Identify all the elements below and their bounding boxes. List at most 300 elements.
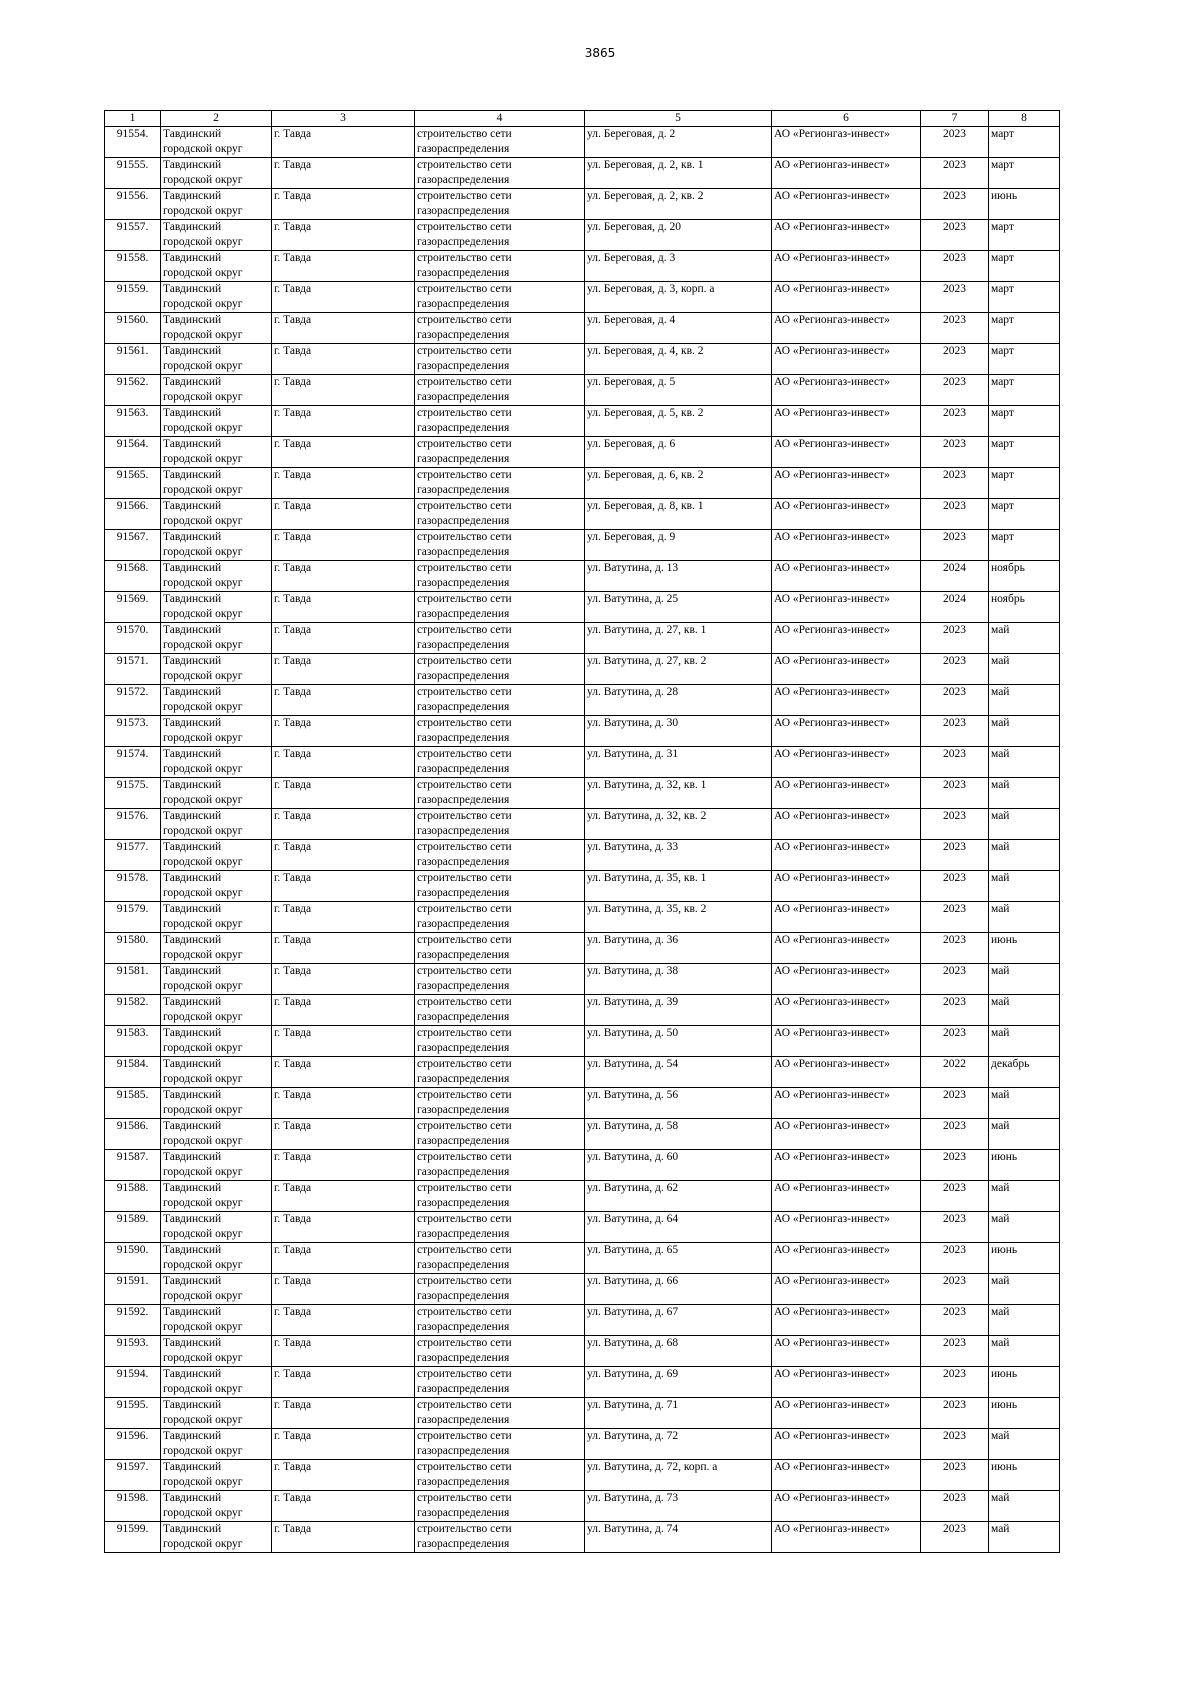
year-cell: 2023 <box>921 685 989 716</box>
table-row <box>105 1398 1060 1429</box>
column-header: 5 <box>585 111 772 127</box>
organization-cell: АО «Регионгаз-инвест» <box>772 1243 921 1274</box>
organization-cell: АО «Регионгаз-инвест» <box>772 313 921 344</box>
organization-cell: АО «Регионгаз-инвест» <box>772 282 921 313</box>
settlement-cell: г. Тавда <box>272 623 415 654</box>
municipality-cell: Тавдинский городской округ <box>161 654 272 685</box>
month-cell: март <box>989 251 1060 282</box>
organization-cell: АО «Регионгаз-инвест» <box>772 220 921 251</box>
settlement-cell: г. Тавда <box>272 1119 415 1150</box>
address-cell: ул. Береговая, д. 6 <box>585 437 772 468</box>
work-type-cell: строительство сети газораспределения <box>415 685 585 716</box>
work-type-cell: строительство сети газораспределения <box>415 592 585 623</box>
organization-cell: АО «Регионгаз-инвест» <box>772 809 921 840</box>
year-cell: 2023 <box>921 282 989 313</box>
settlement-cell: г. Тавда <box>272 747 415 778</box>
month-cell: май <box>989 1491 1060 1522</box>
year-cell: 2023 <box>921 902 989 933</box>
year-cell: 2023 <box>921 189 989 220</box>
municipality-cell: Тавдинский городской округ <box>161 995 272 1026</box>
municipality-cell: Тавдинский городской округ <box>161 251 272 282</box>
year-cell: 2023 <box>921 1088 989 1119</box>
work-type-cell: строительство сети газораспределения <box>415 1429 585 1460</box>
year-cell: 2023 <box>921 1460 989 1491</box>
table-row <box>105 1026 1060 1057</box>
address-cell: ул. Ватутина, д. 74 <box>585 1522 772 1553</box>
organization-cell: АО «Регионгаз-инвест» <box>772 778 921 809</box>
row-number: 91575. <box>105 778 161 809</box>
work-type-cell: строительство сети газораспределения <box>415 1522 585 1553</box>
municipality-cell: Тавдинский городской округ <box>161 406 272 437</box>
work-type-cell: строительство сети газораспределения <box>415 747 585 778</box>
table-row <box>105 1243 1060 1274</box>
month-cell: май <box>989 685 1060 716</box>
address-cell: ул. Береговая, д. 9 <box>585 530 772 561</box>
page-number: 3865 <box>584 46 616 60</box>
row-number: 91577. <box>105 840 161 871</box>
settlement-cell: г. Тавда <box>272 1429 415 1460</box>
work-type-cell: строительство сети газораспределения <box>415 809 585 840</box>
work-type-cell: строительство сети газораспределения <box>415 902 585 933</box>
address-cell: ул. Ватутина, д. 50 <box>585 1026 772 1057</box>
month-cell: май <box>989 809 1060 840</box>
row-number: 91568. <box>105 561 161 592</box>
organization-cell: АО «Регионгаз-инвест» <box>772 747 921 778</box>
month-cell: март <box>989 344 1060 375</box>
municipality-cell: Тавдинский городской округ <box>161 1150 272 1181</box>
work-type-cell: строительство сети газораспределения <box>415 995 585 1026</box>
settlement-cell: г. Тавда <box>272 282 415 313</box>
row-number: 91599. <box>105 1522 161 1553</box>
municipality-cell: Тавдинский городской округ <box>161 809 272 840</box>
municipality-cell: Тавдинский городской округ <box>161 592 272 623</box>
month-cell: май <box>989 1336 1060 1367</box>
table-row <box>105 1336 1060 1367</box>
table-row <box>105 1305 1060 1336</box>
municipality-cell: Тавдинский городской округ <box>161 716 272 747</box>
address-cell: ул. Береговая, д. 8, кв. 1 <box>585 499 772 530</box>
column-header: 6 <box>772 111 921 127</box>
year-cell: 2023 <box>921 1429 989 1460</box>
organization-cell: АО «Регионгаз-инвест» <box>772 716 921 747</box>
organization-cell: АО «Регионгаз-инвест» <box>772 468 921 499</box>
table-row <box>105 406 1060 437</box>
work-type-cell: строительство сети газораспределения <box>415 1491 585 1522</box>
settlement-cell: г. Тавда <box>272 1491 415 1522</box>
year-cell: 2023 <box>921 344 989 375</box>
address-cell: ул. Ватутина, д. 73 <box>585 1491 772 1522</box>
organization-cell: АО «Регионгаз-инвест» <box>772 933 921 964</box>
row-number: 91582. <box>105 995 161 1026</box>
row-number: 91566. <box>105 499 161 530</box>
row-number: 91564. <box>105 437 161 468</box>
table-row <box>105 189 1060 220</box>
work-type-cell: строительство сети газораспределения <box>415 530 585 561</box>
year-cell: 2023 <box>921 220 989 251</box>
month-cell: май <box>989 840 1060 871</box>
year-cell: 2023 <box>921 933 989 964</box>
settlement-cell: г. Тавда <box>272 778 415 809</box>
address-cell: ул. Ватутина, д. 32, кв. 2 <box>585 809 772 840</box>
address-cell: ул. Ватутина, д. 66 <box>585 1274 772 1305</box>
month-cell: декабрь <box>989 1057 1060 1088</box>
month-cell: май <box>989 716 1060 747</box>
municipality-cell: Тавдинский городской округ <box>161 1212 272 1243</box>
table-row <box>105 716 1060 747</box>
settlement-cell: г. Тавда <box>272 406 415 437</box>
settlement-cell: г. Тавда <box>272 1243 415 1274</box>
municipality-cell: Тавдинский городской округ <box>161 468 272 499</box>
settlement-cell: г. Тавда <box>272 1367 415 1398</box>
municipality-cell: Тавдинский городской округ <box>161 1243 272 1274</box>
settlement-cell: г. Тавда <box>272 933 415 964</box>
year-cell: 2023 <box>921 1119 989 1150</box>
organization-cell: АО «Регионгаз-инвест» <box>772 871 921 902</box>
municipality-cell: Тавдинский городской округ <box>161 437 272 468</box>
table-row <box>105 313 1060 344</box>
municipality-cell: Тавдинский городской округ <box>161 778 272 809</box>
table-row <box>105 809 1060 840</box>
settlement-cell: г. Тавда <box>272 840 415 871</box>
year-cell: 2023 <box>921 1181 989 1212</box>
address-cell: ул. Ватутина, д. 27, кв. 2 <box>585 654 772 685</box>
organization-cell: АО «Регионгаз-инвест» <box>772 1305 921 1336</box>
address-cell: ул. Ватутина, д. 35, кв. 2 <box>585 902 772 933</box>
month-cell: май <box>989 747 1060 778</box>
work-type-cell: строительство сети газораспределения <box>415 871 585 902</box>
municipality-cell: Тавдинский городской округ <box>161 685 272 716</box>
row-number: 91586. <box>105 1119 161 1150</box>
organization-cell: АО «Регионгаз-инвест» <box>772 437 921 468</box>
year-cell: 2023 <box>921 375 989 406</box>
settlement-cell: г. Тавда <box>272 375 415 406</box>
year-cell: 2023 <box>921 995 989 1026</box>
row-number: 91558. <box>105 251 161 282</box>
month-cell: май <box>989 1212 1060 1243</box>
month-cell: июнь <box>989 1243 1060 1274</box>
column-header: 8 <box>989 111 1060 127</box>
organization-cell: АО «Регионгаз-инвест» <box>772 530 921 561</box>
table-row <box>105 1274 1060 1305</box>
table-row <box>105 1522 1060 1553</box>
municipality-cell: Тавдинский городской округ <box>161 1088 272 1119</box>
address-cell: ул. Ватутина, д. 69 <box>585 1367 772 1398</box>
table-row <box>105 995 1060 1026</box>
table-row <box>105 251 1060 282</box>
year-cell: 2023 <box>921 778 989 809</box>
work-type-cell: строительство сети газораспределения <box>415 1057 585 1088</box>
organization-cell: АО «Регионгаз-инвест» <box>772 1460 921 1491</box>
address-cell: ул. Береговая, д. 6, кв. 2 <box>585 468 772 499</box>
municipality-cell: Тавдинский городской округ <box>161 313 272 344</box>
table-row <box>105 1367 1060 1398</box>
work-type-cell: строительство сети газораспределения <box>415 406 585 437</box>
organization-cell: АО «Регионгаз-инвест» <box>772 654 921 685</box>
work-type-cell: строительство сети газораспределения <box>415 127 585 158</box>
work-type-cell: строительство сети газораспределения <box>415 251 585 282</box>
row-number: 91581. <box>105 964 161 995</box>
municipality-cell: Тавдинский городской округ <box>161 220 272 251</box>
municipality-cell: Тавдинский городской округ <box>161 1460 272 1491</box>
organization-cell: АО «Регионгаз-инвест» <box>772 1336 921 1367</box>
month-cell: май <box>989 995 1060 1026</box>
year-cell: 2023 <box>921 809 989 840</box>
month-cell: май <box>989 1274 1060 1305</box>
work-type-cell: строительство сети газораспределения <box>415 499 585 530</box>
table-row <box>105 1460 1060 1491</box>
organization-cell: АО «Регионгаз-инвест» <box>772 561 921 592</box>
month-cell: март <box>989 282 1060 313</box>
month-cell: май <box>989 654 1060 685</box>
settlement-cell: г. Тавда <box>272 561 415 592</box>
table-row <box>105 1119 1060 1150</box>
settlement-cell: г. Тавда <box>272 1305 415 1336</box>
row-number: 91573. <box>105 716 161 747</box>
work-type-cell: строительство сети газораспределения <box>415 1212 585 1243</box>
work-type-cell: строительство сети газораспределения <box>415 1026 585 1057</box>
table-row <box>105 158 1060 189</box>
settlement-cell: г. Тавда <box>272 1150 415 1181</box>
header-row <box>105 111 1060 127</box>
municipality-cell: Тавдинский городской округ <box>161 127 272 158</box>
address-cell: ул. Береговая, д. 2, кв. 2 <box>585 189 772 220</box>
municipality-cell: Тавдинский городской округ <box>161 189 272 220</box>
month-cell: июнь <box>989 1398 1060 1429</box>
settlement-cell: г. Тавда <box>272 1460 415 1491</box>
work-type-cell: строительство сети газораспределения <box>415 189 585 220</box>
year-cell: 2023 <box>921 1274 989 1305</box>
settlement-cell: г. Тавда <box>272 995 415 1026</box>
table-row <box>105 592 1060 623</box>
month-cell: март <box>989 220 1060 251</box>
table-row <box>105 375 1060 406</box>
table-row <box>105 1150 1060 1181</box>
table-row <box>105 499 1060 530</box>
column-header: 3 <box>272 111 415 127</box>
month-cell: июнь <box>989 189 1060 220</box>
row-number: 91560. <box>105 313 161 344</box>
year-cell: 2023 <box>921 158 989 189</box>
address-cell: ул. Береговая, д. 3, корп. а <box>585 282 772 313</box>
organization-cell: АО «Регионгаз-инвест» <box>772 375 921 406</box>
row-number: 91588. <box>105 1181 161 1212</box>
year-cell: 2023 <box>921 1212 989 1243</box>
municipality-cell: Тавдинский городской округ <box>161 1057 272 1088</box>
row-number: 91570. <box>105 623 161 654</box>
address-cell: ул. Ватутина, д. 25 <box>585 592 772 623</box>
municipality-cell: Тавдинский городской округ <box>161 623 272 654</box>
month-cell: март <box>989 313 1060 344</box>
row-number: 91557. <box>105 220 161 251</box>
table-row <box>105 1212 1060 1243</box>
table-row <box>105 1429 1060 1460</box>
address-cell: ул. Ватутина, д. 31 <box>585 747 772 778</box>
month-cell: май <box>989 778 1060 809</box>
row-number: 91593. <box>105 1336 161 1367</box>
table-row <box>105 623 1060 654</box>
work-type-cell: строительство сети газораспределения <box>415 220 585 251</box>
settlement-cell: г. Тавда <box>272 1522 415 1553</box>
row-number: 91572. <box>105 685 161 716</box>
month-cell: март <box>989 158 1060 189</box>
address-cell: ул. Береговая, д. 4, кв. 2 <box>585 344 772 375</box>
address-cell: ул. Ватутина, д. 33 <box>585 840 772 871</box>
settlement-cell: г. Тавда <box>272 344 415 375</box>
row-number: 91596. <box>105 1429 161 1460</box>
year-cell: 2023 <box>921 1150 989 1181</box>
address-cell: ул. Береговая, д. 4 <box>585 313 772 344</box>
settlement-cell: г. Тавда <box>272 189 415 220</box>
organization-cell: АО «Регионгаз-инвест» <box>772 1150 921 1181</box>
settlement-cell: г. Тавда <box>272 871 415 902</box>
month-cell: июнь <box>989 1367 1060 1398</box>
organization-cell: АО «Регионгаз-инвест» <box>772 1367 921 1398</box>
year-cell: 2023 <box>921 623 989 654</box>
table-row <box>105 561 1060 592</box>
row-number: 91585. <box>105 1088 161 1119</box>
address-cell: ул. Ватутина, д. 30 <box>585 716 772 747</box>
table-row <box>105 1491 1060 1522</box>
work-type-cell: строительство сети газораспределения <box>415 778 585 809</box>
row-number: 91595. <box>105 1398 161 1429</box>
work-type-cell: строительство сети газораспределения <box>415 1336 585 1367</box>
month-cell: май <box>989 1088 1060 1119</box>
organization-cell: АО «Регионгаз-инвест» <box>772 158 921 189</box>
work-type-cell: строительство сети газораспределения <box>415 437 585 468</box>
address-cell: ул. Ватутина, д. 38 <box>585 964 772 995</box>
month-cell: июнь <box>989 1460 1060 1491</box>
month-cell: март <box>989 499 1060 530</box>
row-number: 91594. <box>105 1367 161 1398</box>
municipality-cell: Тавдинский городской округ <box>161 1398 272 1429</box>
year-cell: 2023 <box>921 1026 989 1057</box>
municipality-cell: Тавдинский городской округ <box>161 499 272 530</box>
address-cell: ул. Береговая, д. 2, кв. 1 <box>585 158 772 189</box>
row-number: 91597. <box>105 1460 161 1491</box>
address-cell: ул. Ватутина, д. 32, кв. 1 <box>585 778 772 809</box>
table-row <box>105 468 1060 499</box>
row-number: 91587. <box>105 1150 161 1181</box>
municipality-cell: Тавдинский городской округ <box>161 1026 272 1057</box>
address-cell: ул. Ватутина, д. 67 <box>585 1305 772 1336</box>
year-cell: 2023 <box>921 1367 989 1398</box>
work-type-cell: строительство сети газораспределения <box>415 313 585 344</box>
municipality-cell: Тавдинский городской округ <box>161 344 272 375</box>
row-number: 91574. <box>105 747 161 778</box>
table-row <box>105 437 1060 468</box>
municipality-cell: Тавдинский городской округ <box>161 1305 272 1336</box>
table-row <box>105 1057 1060 1088</box>
row-number: 91592. <box>105 1305 161 1336</box>
year-cell: 2023 <box>921 716 989 747</box>
municipality-cell: Тавдинский городской округ <box>161 902 272 933</box>
month-cell: март <box>989 375 1060 406</box>
municipality-cell: Тавдинский городской округ <box>161 1119 272 1150</box>
organization-cell: АО «Регионгаз-инвест» <box>772 840 921 871</box>
year-cell: 2023 <box>921 1336 989 1367</box>
year-cell: 2023 <box>921 1398 989 1429</box>
year-cell: 2023 <box>921 437 989 468</box>
address-cell: ул. Ватутина, д. 58 <box>585 1119 772 1150</box>
settlement-cell: г. Тавда <box>272 685 415 716</box>
organization-cell: АО «Регионгаз-инвест» <box>772 1026 921 1057</box>
row-number: 91578. <box>105 871 161 902</box>
organization-cell: АО «Регионгаз-инвест» <box>772 1398 921 1429</box>
month-cell: май <box>989 1026 1060 1057</box>
row-number: 91565. <box>105 468 161 499</box>
settlement-cell: г. Тавда <box>272 902 415 933</box>
table-row <box>105 933 1060 964</box>
settlement-cell: г. Тавда <box>272 1336 415 1367</box>
address-cell: ул. Ватутина, д. 62 <box>585 1181 772 1212</box>
address-cell: ул. Береговая, д. 20 <box>585 220 772 251</box>
organization-cell: АО «Регионгаз-инвест» <box>772 1181 921 1212</box>
month-cell: март <box>989 406 1060 437</box>
month-cell: июнь <box>989 1150 1060 1181</box>
settlement-cell: г. Тавда <box>272 313 415 344</box>
settlement-cell: г. Тавда <box>272 1398 415 1429</box>
month-cell: ноябрь <box>989 592 1060 623</box>
work-type-cell: строительство сети газораспределения <box>415 561 585 592</box>
municipality-cell: Тавдинский городской округ <box>161 282 272 313</box>
month-cell: март <box>989 468 1060 499</box>
row-number: 91562. <box>105 375 161 406</box>
year-cell: 2022 <box>921 1057 989 1088</box>
row-number: 91561. <box>105 344 161 375</box>
year-cell: 2024 <box>921 592 989 623</box>
settlement-cell: г. Тавда <box>272 1026 415 1057</box>
row-number: 91576. <box>105 809 161 840</box>
table-row <box>105 685 1060 716</box>
work-type-cell: строительство сети газораспределения <box>415 623 585 654</box>
organization-cell: АО «Регионгаз-инвест» <box>772 1274 921 1305</box>
row-number: 91589. <box>105 1212 161 1243</box>
work-type-cell: строительство сети газораспределения <box>415 375 585 406</box>
municipality-cell: Тавдинский городской округ <box>161 158 272 189</box>
address-cell: ул. Береговая, д. 5 <box>585 375 772 406</box>
settlement-cell: г. Тавда <box>272 964 415 995</box>
address-cell: ул. Ватутина, д. 28 <box>585 685 772 716</box>
table-row <box>105 840 1060 871</box>
month-cell: март <box>989 530 1060 561</box>
row-number: 91569. <box>105 592 161 623</box>
work-type-cell: строительство сети газораспределения <box>415 1460 585 1491</box>
organization-cell: АО «Регионгаз-инвест» <box>772 1491 921 1522</box>
organization-cell: АО «Регионгаз-инвест» <box>772 1212 921 1243</box>
settlement-cell: г. Тавда <box>272 592 415 623</box>
municipality-cell: Тавдинский городской округ <box>161 1336 272 1367</box>
year-cell: 2023 <box>921 127 989 158</box>
municipality-cell: Тавдинский городской округ <box>161 1367 272 1398</box>
organization-cell: АО «Регионгаз-инвест» <box>772 902 921 933</box>
row-number: 91554. <box>105 127 161 158</box>
year-cell: 2023 <box>921 747 989 778</box>
organization-cell: АО «Регионгаз-инвест» <box>772 251 921 282</box>
address-cell: ул. Береговая, д. 5, кв. 2 <box>585 406 772 437</box>
address-cell: ул. Береговая, д. 2 <box>585 127 772 158</box>
month-cell: май <box>989 871 1060 902</box>
month-cell: май <box>989 1522 1060 1553</box>
settlement-cell: г. Тавда <box>272 1181 415 1212</box>
year-cell: 2023 <box>921 251 989 282</box>
organization-cell: АО «Регионгаз-инвест» <box>772 344 921 375</box>
municipality-cell: Тавдинский городской округ <box>161 1429 272 1460</box>
settlement-cell: г. Тавда <box>272 1088 415 1119</box>
table-row <box>105 964 1060 995</box>
column-header: 7 <box>921 111 989 127</box>
settlement-cell: г. Тавда <box>272 716 415 747</box>
month-cell: май <box>989 1181 1060 1212</box>
